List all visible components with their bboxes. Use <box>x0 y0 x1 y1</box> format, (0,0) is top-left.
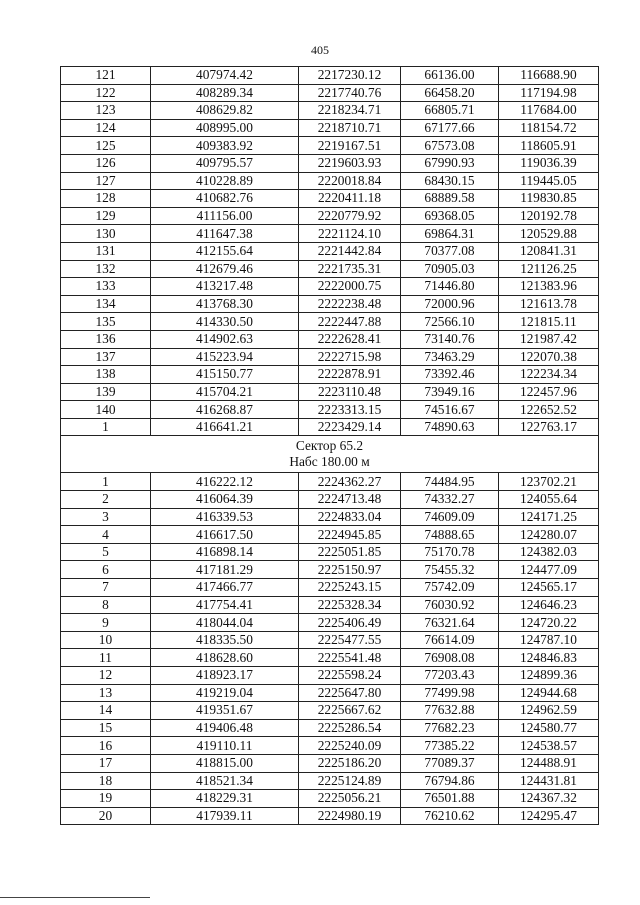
y-local-cell: 124477.09 <box>499 561 599 579</box>
y-coordinate-cell: 2223313.15 <box>299 401 401 419</box>
table-row <box>61 348 599 366</box>
y-coordinate-cell: 2225286.54 <box>299 719 401 737</box>
x-coordinate-cell: 417754.41 <box>151 596 299 614</box>
y-local-cell: 122457.96 <box>499 383 599 401</box>
point-number-cell: 130 <box>61 225 151 243</box>
table-row <box>61 330 599 348</box>
y-coordinate-cell: 2222715.98 <box>299 348 401 366</box>
table-row <box>61 508 599 526</box>
x-coordinate-cell: 416222.12 <box>151 473 299 491</box>
y-coordinate-cell: 2224362.27 <box>299 473 401 491</box>
table-row <box>61 491 599 509</box>
table-row <box>61 667 599 685</box>
point-number-cell: 18 <box>61 772 151 790</box>
point-number-cell: 133 <box>61 278 151 296</box>
y-local-cell: 121613.78 <box>499 295 599 313</box>
x-local-cell: 67990.93 <box>401 154 499 172</box>
y-local-cell: 124962.59 <box>499 702 599 720</box>
table-row <box>61 154 599 172</box>
point-number-cell: 20 <box>61 807 151 825</box>
table-row <box>61 526 599 544</box>
x-local-cell: 66805.71 <box>401 102 499 120</box>
table-row <box>61 190 599 208</box>
point-number-cell: 8 <box>61 596 151 614</box>
x-coordinate-cell: 418923.17 <box>151 667 299 685</box>
sector-header-row <box>61 436 599 473</box>
table-row <box>61 137 599 155</box>
point-number-cell: 2 <box>61 491 151 509</box>
x-local-cell: 77632.88 <box>401 702 499 720</box>
table-row <box>61 649 599 667</box>
y-coordinate-cell: 2224713.48 <box>299 491 401 509</box>
y-local-cell: 119445.05 <box>499 172 599 190</box>
y-local-cell: 122234.34 <box>499 366 599 384</box>
y-local-cell: 122652.52 <box>499 401 599 419</box>
y-local-cell: 120529.88 <box>499 225 599 243</box>
y-local-cell: 124055.64 <box>499 491 599 509</box>
point-number-cell: 132 <box>61 260 151 278</box>
table-row <box>61 614 599 632</box>
x-local-cell: 72566.10 <box>401 313 499 331</box>
y-coordinate-cell: 2224945.85 <box>299 526 401 544</box>
x-local-cell: 77089.37 <box>401 754 499 772</box>
y-coordinate-cell: 2224833.04 <box>299 508 401 526</box>
table-row <box>61 84 599 102</box>
point-number-cell: 134 <box>61 295 151 313</box>
x-local-cell: 76501.88 <box>401 790 499 808</box>
table-row <box>61 579 599 597</box>
x-coordinate-cell: 416268.87 <box>151 401 299 419</box>
y-local-cell: 124565.17 <box>499 579 599 597</box>
x-local-cell: 77203.43 <box>401 667 499 685</box>
x-coordinate-cell: 418815.00 <box>151 754 299 772</box>
y-coordinate-cell: 2220018.84 <box>299 172 401 190</box>
point-number-cell: 14 <box>61 702 151 720</box>
x-local-cell: 67573.08 <box>401 137 499 155</box>
point-number-cell: 7 <box>61 579 151 597</box>
y-local-cell: 121126.25 <box>499 260 599 278</box>
x-local-cell: 70377.08 <box>401 242 499 260</box>
x-local-cell: 76614.09 <box>401 631 499 649</box>
table-row <box>61 383 599 401</box>
x-local-cell: 72000.96 <box>401 295 499 313</box>
point-number-cell: 139 <box>61 383 151 401</box>
x-coordinate-cell: 416898.14 <box>151 543 299 561</box>
y-local-cell: 124382.03 <box>499 543 599 561</box>
point-number-cell: 140 <box>61 401 151 419</box>
point-number-cell: 121 <box>61 67 151 85</box>
x-coordinate-cell: 409795.57 <box>151 154 299 172</box>
y-coordinate-cell: 2225124.89 <box>299 772 401 790</box>
x-coordinate-cell: 416064.39 <box>151 491 299 509</box>
x-coordinate-cell: 408629.82 <box>151 102 299 120</box>
x-coordinate-cell: 414902.63 <box>151 330 299 348</box>
y-coordinate-cell: 2225056.21 <box>299 790 401 808</box>
y-local-cell: 120841.31 <box>499 242 599 260</box>
x-local-cell: 76321.64 <box>401 614 499 632</box>
x-local-cell: 67177.66 <box>401 119 499 137</box>
page-number: 405 <box>311 43 329 57</box>
y-local-cell: 117684.00 <box>499 102 599 120</box>
x-coordinate-cell: 418521.34 <box>151 772 299 790</box>
y-local-cell: 120192.78 <box>499 207 599 225</box>
y-coordinate-cell: 2225477.55 <box>299 631 401 649</box>
x-local-cell: 73949.16 <box>401 383 499 401</box>
point-number-cell: 13 <box>61 684 151 702</box>
point-number-cell: 16 <box>61 737 151 755</box>
y-local-cell: 121815.11 <box>499 313 599 331</box>
x-local-cell: 73463.29 <box>401 348 499 366</box>
x-coordinate-cell: 419110.11 <box>151 737 299 755</box>
x-local-cell: 74890.63 <box>401 418 499 436</box>
y-coordinate-cell: 2225541.48 <box>299 649 401 667</box>
table-row <box>61 702 599 720</box>
y-coordinate-cell: 2222878.91 <box>299 366 401 384</box>
x-coordinate-cell: 414330.50 <box>151 313 299 331</box>
y-local-cell: 124899.36 <box>499 667 599 685</box>
x-local-cell: 74332.27 <box>401 491 499 509</box>
x-coordinate-cell: 407974.42 <box>151 67 299 85</box>
table-row <box>61 561 599 579</box>
point-number-cell: 131 <box>61 242 151 260</box>
y-coordinate-cell: 2225647.80 <box>299 684 401 702</box>
y-local-cell: 124646.23 <box>499 596 599 614</box>
point-number-cell: 122 <box>61 84 151 102</box>
x-coordinate-cell: 417466.77 <box>151 579 299 597</box>
x-local-cell: 69864.31 <box>401 225 499 243</box>
footnote-rule <box>0 897 150 898</box>
y-local-cell: 116688.90 <box>499 67 599 85</box>
x-local-cell: 66458.20 <box>401 84 499 102</box>
y-coordinate-cell: 2225150.97 <box>299 561 401 579</box>
x-coordinate-cell: 415704.21 <box>151 383 299 401</box>
y-coordinate-cell: 2225051.85 <box>299 543 401 561</box>
table-row <box>61 207 599 225</box>
y-coordinate-cell: 2222000.75 <box>299 278 401 296</box>
table-row <box>61 596 599 614</box>
y-coordinate-cell: 2219167.51 <box>299 137 401 155</box>
x-local-cell: 75170.78 <box>401 543 499 561</box>
point-number-cell: 125 <box>61 137 151 155</box>
y-local-cell: 121383.96 <box>499 278 599 296</box>
sector-title: Сектор 65.2 <box>295 437 364 453</box>
point-number-cell: 128 <box>61 190 151 208</box>
point-number-cell: 127 <box>61 172 151 190</box>
point-number-cell: 3 <box>61 508 151 526</box>
table-row <box>61 278 599 296</box>
point-number-cell: 124 <box>61 119 151 137</box>
x-coordinate-cell: 419351.67 <box>151 702 299 720</box>
table-row <box>61 172 599 190</box>
x-local-cell: 76908.08 <box>401 649 499 667</box>
y-coordinate-cell: 2222447.88 <box>299 313 401 331</box>
x-local-cell: 68430.15 <box>401 172 499 190</box>
y-local-cell: 119036.39 <box>499 154 599 172</box>
y-coordinate-cell: 2225186.20 <box>299 754 401 772</box>
y-local-cell: 124538.57 <box>499 737 599 755</box>
y-coordinate-cell: 2225667.62 <box>299 702 401 720</box>
coordinates-section-2 <box>61 473 599 825</box>
point-number-cell: 4 <box>61 526 151 544</box>
table-row <box>61 790 599 808</box>
point-number-cell: 136 <box>61 330 151 348</box>
y-coordinate-cell: 2221124.10 <box>299 225 401 243</box>
x-coordinate-cell: 411156.00 <box>151 207 299 225</box>
table-row <box>61 366 599 384</box>
point-number-cell: 15 <box>61 719 151 737</box>
y-local-cell: 124431.81 <box>499 772 599 790</box>
y-coordinate-cell: 2225243.15 <box>299 579 401 597</box>
point-number-cell: 137 <box>61 348 151 366</box>
x-coordinate-cell: 416617.50 <box>151 526 299 544</box>
x-coordinate-cell: 416641.21 <box>151 418 299 436</box>
x-coordinate-cell: 412679.46 <box>151 260 299 278</box>
y-local-cell: 117194.98 <box>499 84 599 102</box>
x-coordinate-cell: 417939.11 <box>151 807 299 825</box>
x-coordinate-cell: 415150.77 <box>151 366 299 384</box>
point-number-cell: 11 <box>61 649 151 667</box>
table-row <box>61 295 599 313</box>
x-local-cell: 74888.65 <box>401 526 499 544</box>
y-local-cell: 124787.10 <box>499 631 599 649</box>
y-coordinate-cell: 2224980.19 <box>299 807 401 825</box>
x-coordinate-cell: 419406.48 <box>151 719 299 737</box>
point-number-cell: 135 <box>61 313 151 331</box>
x-coordinate-cell: 418335.50 <box>151 631 299 649</box>
y-local-cell: 124295.47 <box>499 807 599 825</box>
x-local-cell: 76794.86 <box>401 772 499 790</box>
x-local-cell: 75742.09 <box>401 579 499 597</box>
x-local-cell: 73140.76 <box>401 330 499 348</box>
y-local-cell: 121987.42 <box>499 330 599 348</box>
table-row <box>61 260 599 278</box>
table-row <box>61 737 599 755</box>
x-coordinate-cell: 410228.89 <box>151 172 299 190</box>
point-number-cell: 17 <box>61 754 151 772</box>
table-row <box>61 225 599 243</box>
coordinates-table <box>60 66 599 825</box>
x-coordinate-cell: 413217.48 <box>151 278 299 296</box>
x-coordinate-cell: 418628.60 <box>151 649 299 667</box>
x-local-cell: 76030.92 <box>401 596 499 614</box>
x-local-cell: 74484.95 <box>401 473 499 491</box>
y-coordinate-cell: 2220411.18 <box>299 190 401 208</box>
x-local-cell: 74609.09 <box>401 508 499 526</box>
x-local-cell: 76210.62 <box>401 807 499 825</box>
x-local-cell: 66136.00 <box>401 67 499 85</box>
y-local-cell: 124280.07 <box>499 526 599 544</box>
table-row <box>61 807 599 825</box>
x-coordinate-cell: 410682.76 <box>151 190 299 208</box>
point-number-cell: 129 <box>61 207 151 225</box>
y-local-cell: 124367.32 <box>499 790 599 808</box>
x-coordinate-cell: 411647.38 <box>151 225 299 243</box>
sector-height: Набс 180.00 м <box>289 454 370 470</box>
table-row <box>61 102 599 120</box>
y-local-cell: 118154.72 <box>499 119 599 137</box>
y-local-cell: 118605.91 <box>499 137 599 155</box>
y-local-cell: 124488.91 <box>499 754 599 772</box>
point-number-cell: 123 <box>61 102 151 120</box>
y-local-cell: 124944.68 <box>499 684 599 702</box>
y-coordinate-cell: 2222628.41 <box>299 330 401 348</box>
table-row <box>61 543 599 561</box>
table-row <box>61 242 599 260</box>
point-number-cell: 19 <box>61 790 151 808</box>
sector-header-group <box>61 436 599 473</box>
y-local-cell: 123702.21 <box>499 473 599 491</box>
y-coordinate-cell: 2223429.14 <box>299 418 401 436</box>
x-coordinate-cell: 408289.34 <box>151 84 299 102</box>
y-local-cell: 122763.17 <box>499 418 599 436</box>
table-row <box>61 719 599 737</box>
x-coordinate-cell: 417181.29 <box>151 561 299 579</box>
point-number-cell: 9 <box>61 614 151 632</box>
y-coordinate-cell: 2217740.76 <box>299 84 401 102</box>
y-local-cell: 119830.85 <box>499 190 599 208</box>
y-coordinate-cell: 2222238.48 <box>299 295 401 313</box>
y-coordinate-cell: 2225598.24 <box>299 667 401 685</box>
table-row <box>61 772 599 790</box>
sector-header-cell <box>61 436 599 473</box>
y-coordinate-cell: 2218710.71 <box>299 119 401 137</box>
table-row <box>61 119 599 137</box>
table-row <box>61 684 599 702</box>
x-local-cell: 71446.80 <box>401 278 499 296</box>
y-local-cell: 124171.25 <box>499 508 599 526</box>
y-coordinate-cell: 2221735.31 <box>299 260 401 278</box>
y-coordinate-cell: 2225328.34 <box>299 596 401 614</box>
x-coordinate-cell: 408995.00 <box>151 119 299 137</box>
y-coordinate-cell: 2225240.09 <box>299 737 401 755</box>
x-coordinate-cell: 419219.04 <box>151 684 299 702</box>
y-coordinate-cell: 2221442.84 <box>299 242 401 260</box>
point-number-cell: 6 <box>61 561 151 579</box>
table-row <box>61 67 599 85</box>
table-row <box>61 401 599 419</box>
table-row <box>61 754 599 772</box>
table-row <box>61 313 599 331</box>
y-local-cell: 122070.38 <box>499 348 599 366</box>
point-number-cell: 5 <box>61 543 151 561</box>
y-coordinate-cell: 2223110.48 <box>299 383 401 401</box>
y-coordinate-cell: 2220779.92 <box>299 207 401 225</box>
x-local-cell: 77682.23 <box>401 719 499 737</box>
y-local-cell: 124580.77 <box>499 719 599 737</box>
x-local-cell: 74516.67 <box>401 401 499 419</box>
x-coordinate-cell: 416339.53 <box>151 508 299 526</box>
point-number-cell: 126 <box>61 154 151 172</box>
x-coordinate-cell: 415223.94 <box>151 348 299 366</box>
y-local-cell: 124720.22 <box>499 614 599 632</box>
y-coordinate-cell: 2218234.71 <box>299 102 401 120</box>
x-coordinate-cell: 412155.64 <box>151 242 299 260</box>
table-row <box>61 418 599 436</box>
x-coordinate-cell: 418044.04 <box>151 614 299 632</box>
x-local-cell: 70905.03 <box>401 260 499 278</box>
y-coordinate-cell: 2225406.49 <box>299 614 401 632</box>
point-number-cell: 10 <box>61 631 151 649</box>
x-local-cell: 73392.46 <box>401 366 499 384</box>
x-local-cell: 77499.98 <box>401 684 499 702</box>
table-row <box>61 473 599 491</box>
table-row <box>61 631 599 649</box>
point-number-cell: 1 <box>61 418 151 436</box>
x-coordinate-cell: 413768.30 <box>151 295 299 313</box>
y-local-cell: 124846.83 <box>499 649 599 667</box>
y-coordinate-cell: 2219603.93 <box>299 154 401 172</box>
point-number-cell: 1 <box>61 473 151 491</box>
x-local-cell: 77385.22 <box>401 737 499 755</box>
x-local-cell: 69368.05 <box>401 207 499 225</box>
y-coordinate-cell: 2217230.12 <box>299 67 401 85</box>
point-number-cell: 138 <box>61 366 151 384</box>
x-coordinate-cell: 418229.31 <box>151 790 299 808</box>
x-local-cell: 75455.32 <box>401 561 499 579</box>
coordinates-section-1 <box>61 67 599 436</box>
x-local-cell: 68889.58 <box>401 190 499 208</box>
x-coordinate-cell: 409383.92 <box>151 137 299 155</box>
point-number-cell: 12 <box>61 667 151 685</box>
